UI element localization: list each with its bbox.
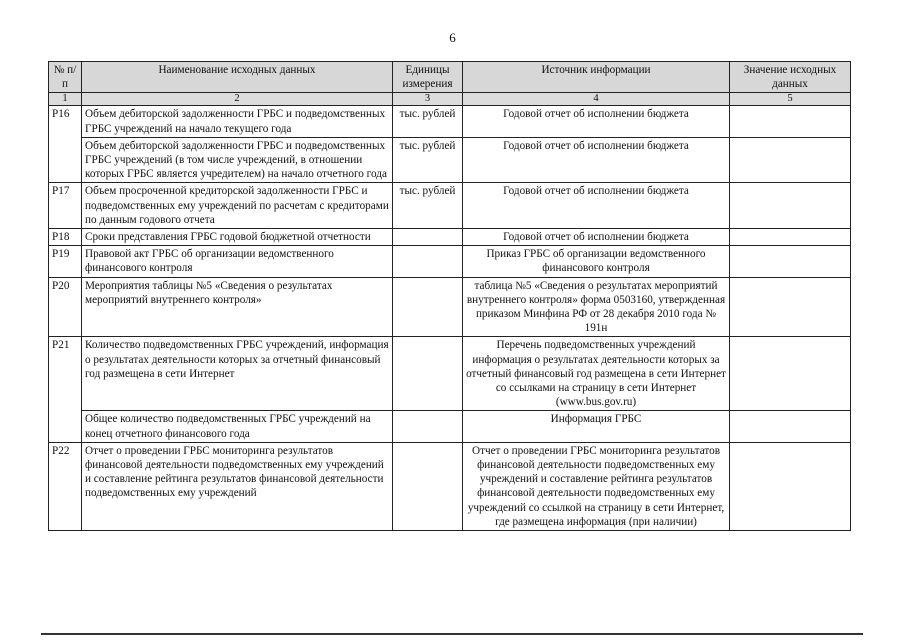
row-value [730, 411, 851, 442]
row-unit: тыс. рублей [393, 137, 463, 183]
row-name: Объем дебиторской задолженности ГРБС и подведомственных ГРБС учреждений на начало текущего года [82, 106, 393, 137]
column-index: 2 [82, 93, 393, 106]
table-row [49, 277, 851, 337]
table-row [49, 229, 851, 246]
row-source: Годовой отчет об исполнении бюджета [463, 229, 730, 246]
row-name: Объем дебиторской задолженности ГРБС и подведомственных ГРБС учреждений (в том числе учреждений, в отношении которых ГРБС является учредителем) на начало отчетного года [82, 137, 393, 183]
row-source: таблица №5 «Сведения о результатах мероприятий внутреннего контроля» форма 0503160, утвержденная приказом Минфина РФ от 28 декабря 2010 года № 191н [463, 277, 730, 337]
row-code: P17 [49, 183, 82, 229]
page-number: 6 [449, 30, 456, 45]
row-unit [393, 337, 463, 411]
row-value [730, 442, 851, 530]
row-name: Правовой акт ГРБС об организации ведомственного финансового контроля [82, 246, 393, 277]
table-row [49, 411, 851, 442]
column-index-row [49, 93, 851, 106]
row-code: P18 [49, 229, 82, 246]
page-bottom-rule [41, 633, 863, 635]
header-value: Значение исходных данных [730, 62, 851, 93]
row-source: Приказ ГРБС об организации ведомственного финансового контроля [463, 246, 730, 277]
table-row [49, 137, 851, 183]
table-row [49, 442, 851, 530]
table-row [49, 106, 851, 137]
row-source: Отчет о проведении ГРБС мониторинга результатов финансовой деятельности подведомственных ему учреждений и составление рейтинга результатов финансовой деятельности подведомственных ему учреждений со ссылкой на страницу в сети Интернет, где размещена информация (при наличии) [463, 442, 730, 530]
table-header-row [49, 62, 851, 93]
row-unit [393, 411, 463, 442]
row-source: Годовой отчет об исполнении бюджета [463, 183, 730, 229]
header-name: Наименование исходных данных [82, 62, 393, 93]
row-name: Общее количество подведомственных ГРБС учреждений на конец отчетного финансового года [82, 411, 393, 442]
row-value [730, 337, 851, 411]
row-value [730, 229, 851, 246]
row-name: Мероприятия таблицы №5 «Сведения о результатах мероприятий внутреннего контроля» [82, 277, 393, 337]
column-index: 5 [730, 93, 851, 106]
row-source: Перечень подведомственных учреждений информация о результатах деятельности которых за отчетный финансовый год размещена в сети Интернет со ссылками на страницу в сети Интернет (www.bus.gov.ru) [463, 337, 730, 411]
column-index: 4 [463, 93, 730, 106]
header-unit: Единицы измерения [393, 62, 463, 93]
table-row [49, 183, 851, 229]
row-name: Сроки представления ГРБС годовой бюджетной отчетности [82, 229, 393, 246]
row-source: Информация ГРБС [463, 411, 730, 442]
row-source: Годовой отчет об исполнении бюджета [463, 106, 730, 137]
row-unit [393, 277, 463, 337]
source-data-table [48, 61, 851, 531]
row-value [730, 183, 851, 229]
row-value [730, 137, 851, 183]
row-code: P22 [49, 442, 82, 530]
table-row [49, 246, 851, 277]
column-index: 3 [393, 93, 463, 106]
row-unit [393, 442, 463, 530]
row-code: P20 [49, 277, 82, 337]
row-code: P19 [49, 246, 82, 277]
table-row [49, 337, 851, 411]
row-unit [393, 229, 463, 246]
row-value [730, 106, 851, 137]
row-name: Объем просроченной кредиторской задолженности ГРБС и подведомственных ему учреждений по расчетам с кредиторами по данным годового отчета [82, 183, 393, 229]
row-value [730, 277, 851, 337]
header-number: № п/п [49, 62, 82, 93]
row-code: P21 [49, 337, 82, 442]
row-name: Отчет о проведении ГРБС мониторинга результатов финансовой деятельности подведомственных ему учреждений и составление рейтинга результатов финансовой деятельности подведомственных ему учреждений [82, 442, 393, 530]
column-index: 1 [49, 93, 82, 106]
row-source: Годовой отчет об исполнении бюджета [463, 137, 730, 183]
row-name: Количество подведомственных ГРБС учреждений, информация о результатах деятельности которых за отчетный финансовый год размещена в сети Интернет [82, 337, 393, 411]
row-unit: тыс. рублей [393, 106, 463, 137]
row-unit: тыс. рублей [393, 183, 463, 229]
row-value [730, 246, 851, 277]
header-source: Источник информации [463, 62, 730, 93]
row-unit [393, 246, 463, 277]
row-code: P16 [49, 106, 82, 183]
